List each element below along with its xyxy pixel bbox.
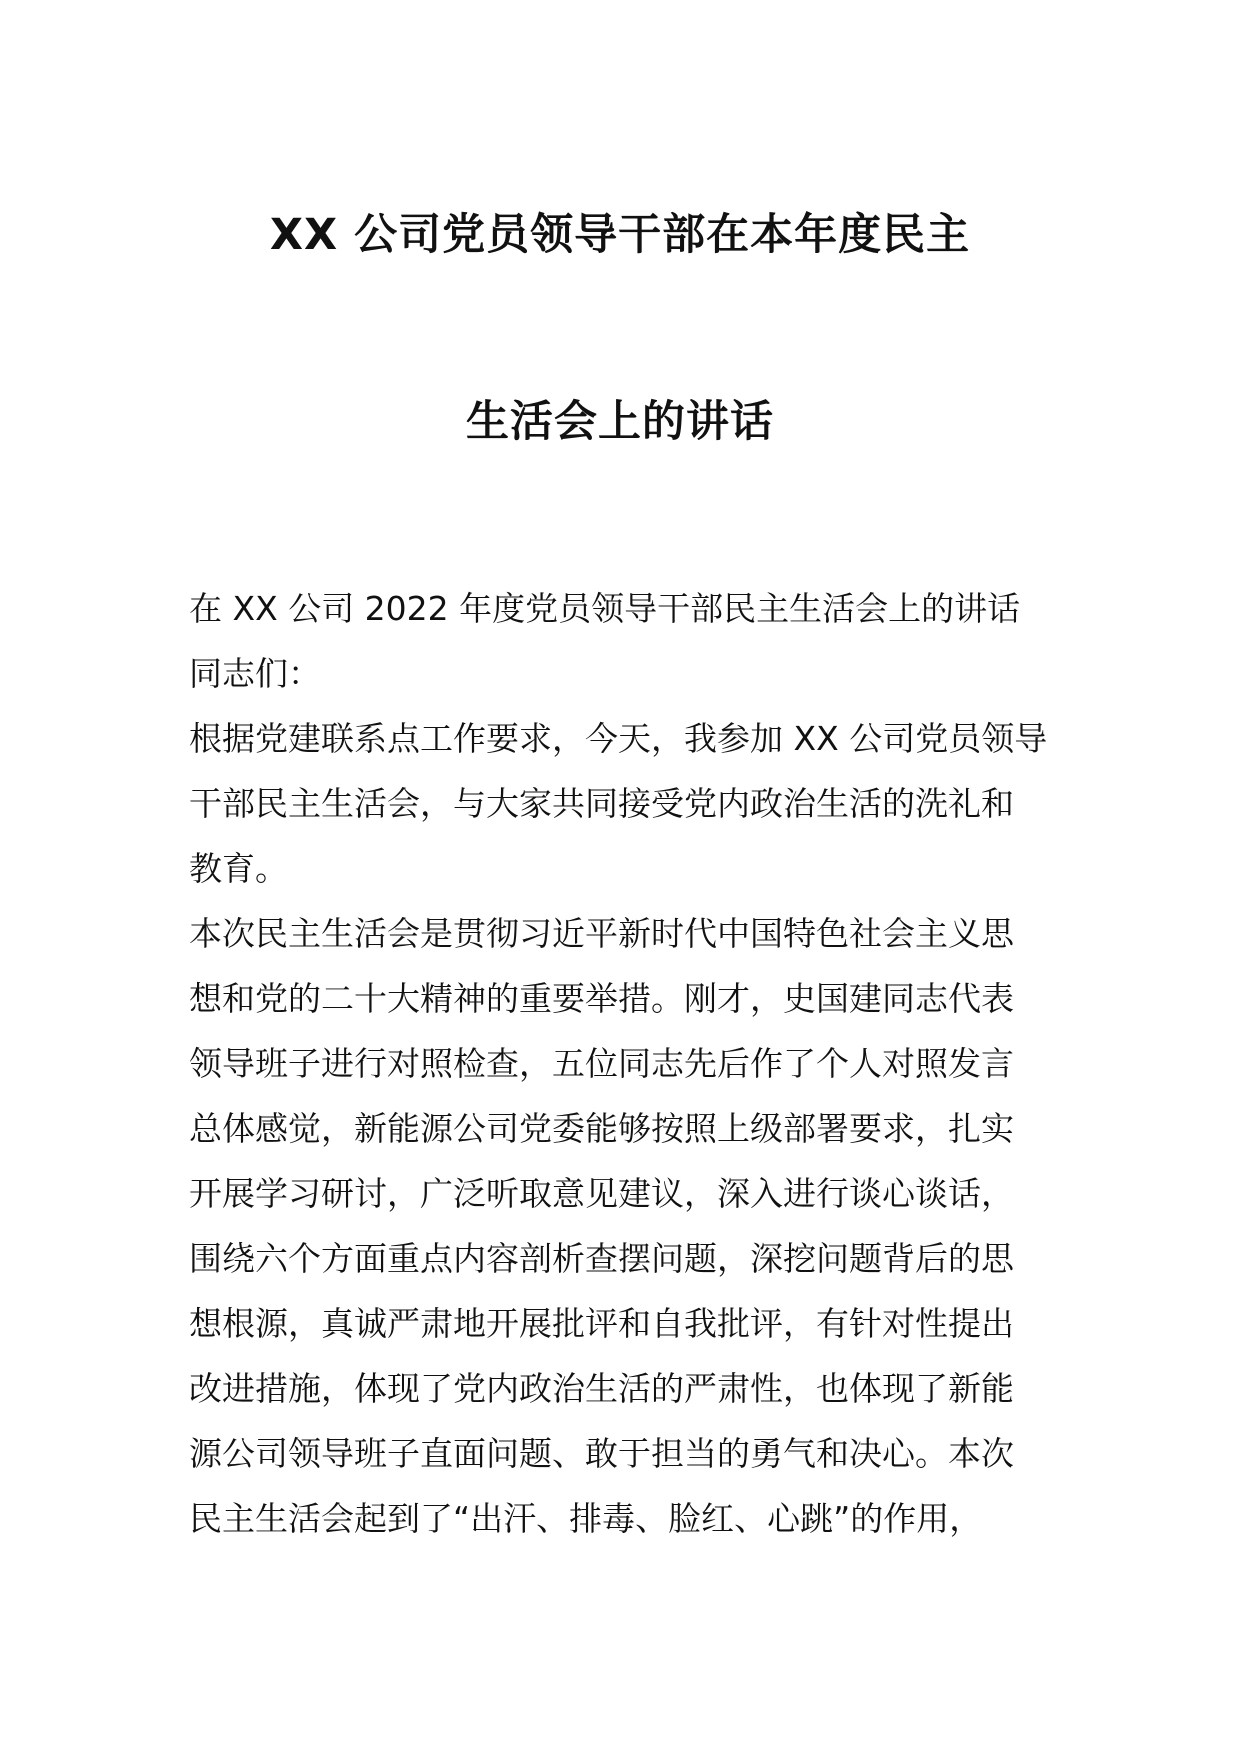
body-line: 同志们： <box>189 654 321 693</box>
document-title-line-1: XX 公司党员领导干部在本年度民主 <box>269 210 971 260</box>
body-line: 改进措施，体现了党内政治生活的严肃性，也体现了新能 <box>189 1369 1014 1408</box>
body-line: 源公司领导班子直面问题、敢于担当的勇气和决心。本次 <box>189 1434 1014 1473</box>
body-line: 领导班子进行对照检查，五位同志先后作了个人对照发言 <box>189 1044 1014 1083</box>
body-line: 在 XX 公司 2022 年度党员领导干部民主生活会上的讲话 <box>189 589 1021 628</box>
body-line: 开展学习研讨，广泛听取意见建议，深入进行谈心谈话， <box>189 1174 1014 1213</box>
body-line: 围绕六个方面重点内容剖析查摆问题，深挖问题背后的思 <box>189 1239 1014 1278</box>
body-line: 总体感觉，新能源公司党委能够按照上级部署要求，扎实 <box>189 1109 1014 1148</box>
body-line: 想和党的二十大精神的重要举措。刚才，史国建同志代表 <box>189 979 1014 1018</box>
document-title-line-2: 生活会上的讲话 <box>466 397 774 447</box>
body-line: 教育。 <box>189 849 288 888</box>
body-line: 民主生活会起到了“出汗、排毒、脸红、心跳”的作用， <box>189 1499 983 1538</box>
body-line: 干部民主生活会，与大家共同接受党内政治生活的洗礼和 <box>189 784 1014 823</box>
body-line: 想根源，真诚严肃地开展批评和自我批评，有针对性提出 <box>189 1304 1014 1343</box>
document-body <box>189 576 1059 1551</box>
body-line: 本次民主生活会是贯彻习近平新时代中国特色社会主义思 <box>189 914 1014 953</box>
body-line: 根据党建联系点工作要求，今天，我参加 XX 公司党员领导 <box>189 719 1048 758</box>
